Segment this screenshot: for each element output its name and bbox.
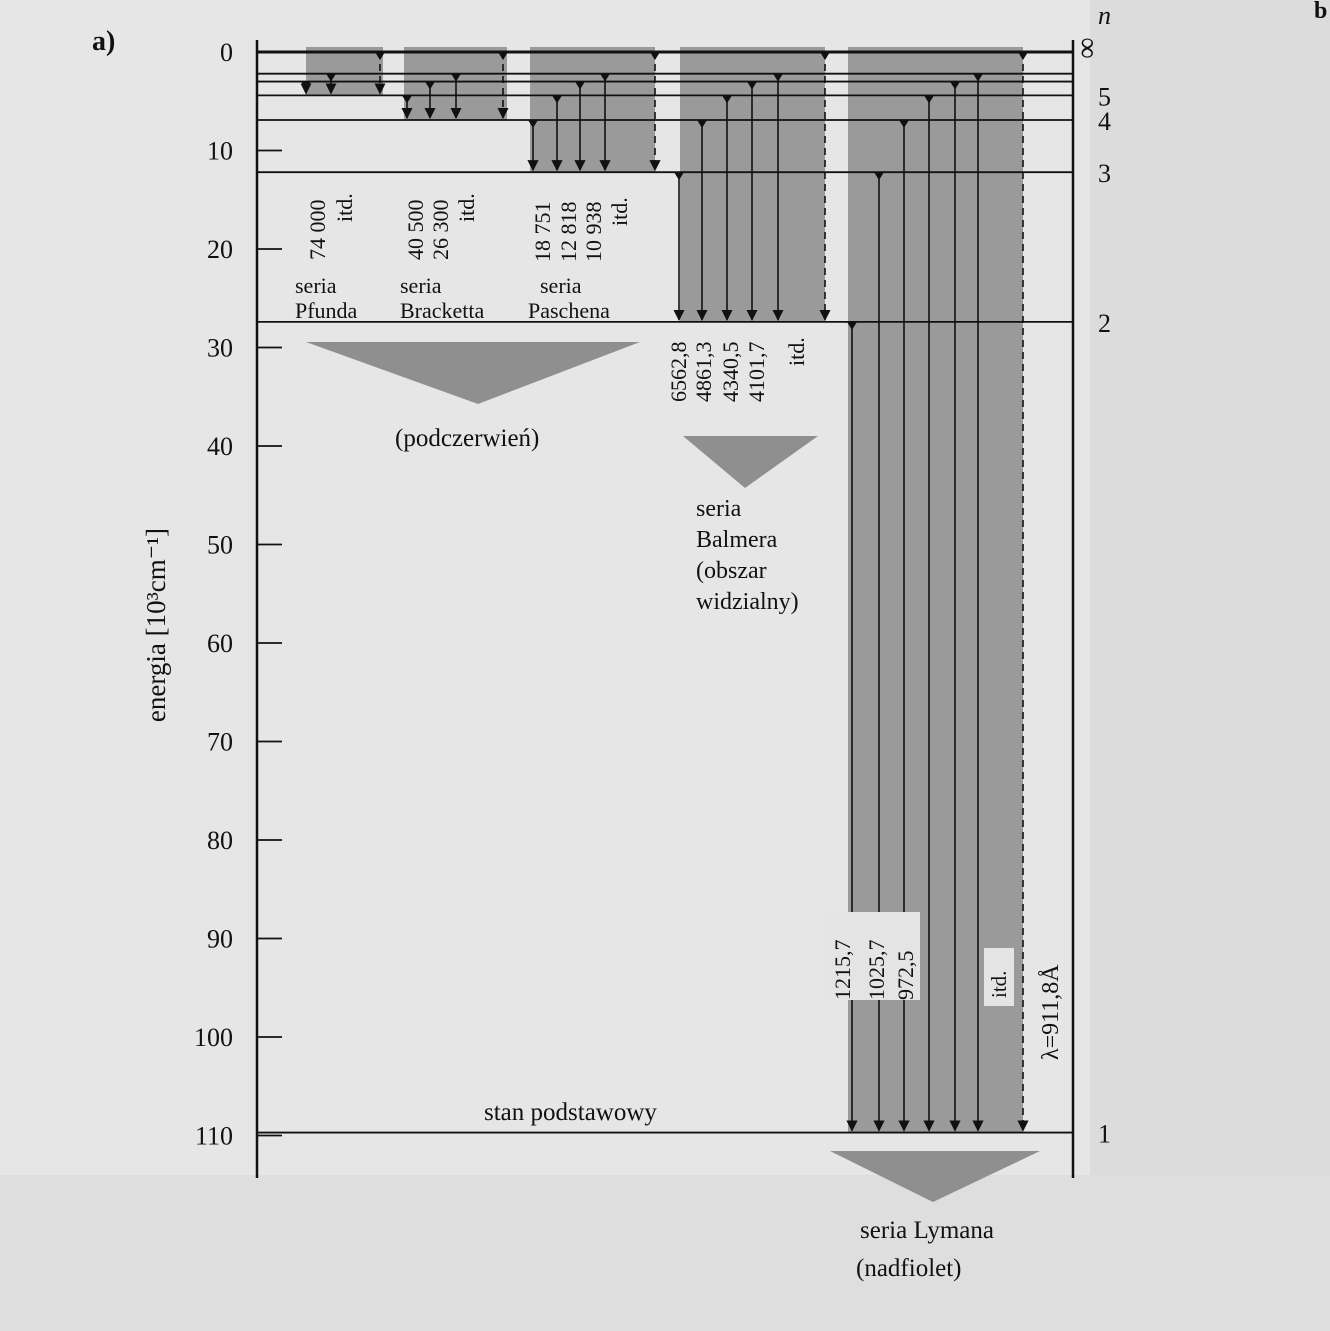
y-tick-label-50: 50	[207, 530, 233, 560]
balmer-wavelength-3: 4340,5	[718, 341, 743, 402]
quantum-number-labels	[1070, 37, 1111, 1148]
balmer-name-line3: (obszar	[696, 558, 767, 584]
y-tick-label-100: 100	[194, 1023, 233, 1052]
balmer-name-line1: seria	[696, 496, 742, 522]
pfund-band	[306, 47, 383, 95]
y-tick-label-20: 20	[207, 235, 233, 264]
lyman-name-line1: seria Lymana	[860, 1217, 994, 1244]
pfund-wavelength-etc: itd.	[332, 193, 357, 222]
n-label-1: 1	[1098, 1119, 1111, 1149]
y-tick-label-30: 30	[207, 333, 233, 363]
brackett-wavelength-1: 40 500	[403, 199, 428, 260]
ground-state-label: stan podstawowy	[484, 1099, 657, 1126]
y-axis	[194, 38, 282, 1151]
lyman-wavelength-3: 972,5	[893, 950, 918, 1000]
y-tick-label-110: 110	[194, 1121, 233, 1151]
n-header: n	[1098, 1, 1111, 30]
pfund-name-line2: Pfunda	[295, 298, 358, 323]
paschen-wavelength-etc: itd.	[607, 197, 632, 226]
lyman-wavelength-2: 1025,7	[864, 939, 889, 1000]
y-tick-label-90: 90	[207, 924, 233, 954]
pfund-name-line1: seria	[295, 273, 337, 298]
brackett-wavelength-2: 26 300	[428, 199, 453, 260]
n-label-inf: ∞	[1070, 37, 1103, 59]
pfund-wavelength-1: 74 000	[305, 199, 330, 260]
balmer-name-line4: widzialny)	[696, 589, 799, 615]
panel-label-b: b	[1314, 0, 1328, 24]
paschen-name-line2: Paschena	[528, 298, 610, 323]
y-axis-label: energia [10³cm⁻¹]	[141, 527, 171, 723]
lyman-wavelength-etc: itd.	[987, 970, 1011, 998]
infrared-wedge	[306, 342, 640, 404]
infrared-label: (podczerwień)	[395, 425, 540, 452]
n-label-3: 3	[1098, 159, 1111, 189]
n-label-2: 2	[1098, 308, 1111, 338]
lyman-wedge	[830, 1151, 1040, 1202]
paschen-series	[528, 197, 632, 323]
paschen-wavelength-1: 18 751	[530, 201, 555, 262]
paschen-wavelength-3: 10 938	[581, 201, 606, 262]
balmer-wedge	[683, 436, 818, 488]
paschen-wavelength-2: 12 818	[556, 201, 581, 262]
y-tick-label-80: 80	[207, 826, 233, 855]
brackett-name-line1: seria	[400, 273, 442, 298]
balmer-name-line2: Balmera	[696, 527, 778, 553]
y-tick-label-40: 40	[207, 432, 233, 461]
n-label-5: 5	[1098, 82, 1111, 112]
pfund-series	[295, 193, 358, 323]
balmer-series	[666, 337, 818, 615]
balmer-wavelength-2: 4861,3	[691, 341, 716, 402]
paschen-name-line1: seria	[540, 273, 582, 298]
n-label-4: 4	[1098, 106, 1111, 136]
brackett-wavelength-etc: itd.	[454, 193, 479, 222]
lyman-wavelength-1: 1215,7	[830, 939, 855, 1000]
balmer-wavelength-etc: itd.	[784, 337, 809, 366]
series-limit-label: λ=911,8Å	[1038, 964, 1064, 1060]
y-tick-label-10: 10	[207, 136, 233, 166]
y-tick-label-0: 0	[220, 38, 233, 67]
y-tick-label-70: 70	[207, 727, 233, 757]
balmer-wavelength-1: 6562,8	[666, 341, 691, 402]
lyman-name-line2: (nadfiolet)	[856, 1255, 962, 1282]
paschen-band	[530, 47, 655, 172]
brackett-name-line2: Bracketta	[400, 298, 485, 323]
panel-label-a: a)	[92, 26, 116, 57]
balmer-wavelength-4: 4101,7	[744, 341, 769, 402]
brackett-series	[400, 193, 485, 323]
y-tick-label-60: 60	[207, 629, 233, 658]
